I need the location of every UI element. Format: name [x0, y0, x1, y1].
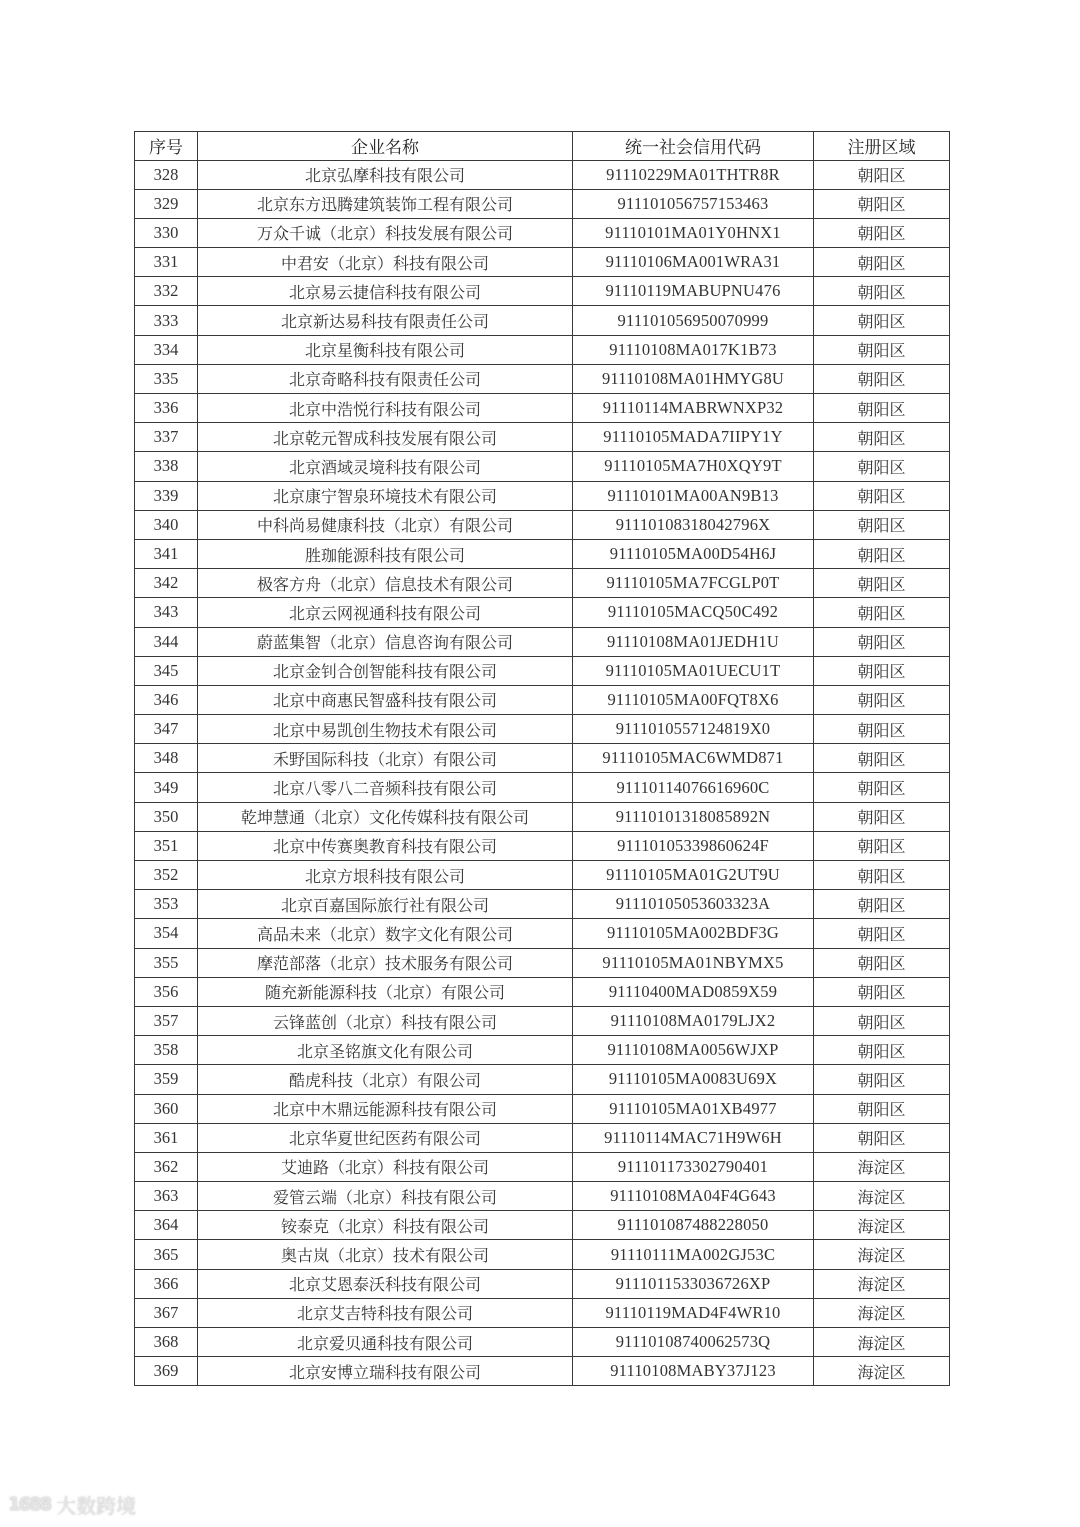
credit-code-cell: 911101173302790401 — [573, 1152, 814, 1181]
district-cell: 朝阳区 — [814, 802, 950, 831]
company-name-cell: 蔚蓝集智（北京）信息咨询有限公司 — [198, 627, 573, 656]
row-index: 342 — [135, 569, 198, 598]
district-cell: 海淀区 — [814, 1269, 950, 1298]
district-cell: 朝阳区 — [814, 1065, 950, 1094]
table-row — [135, 948, 950, 977]
table-row — [135, 306, 950, 335]
table-row — [135, 394, 950, 423]
table-row — [135, 831, 950, 860]
district-cell: 朝阳区 — [814, 160, 950, 189]
row-index: 328 — [135, 160, 198, 189]
credit-code-cell: 91110105053603323A — [573, 890, 814, 919]
row-index: 336 — [135, 394, 198, 423]
row-index: 350 — [135, 802, 198, 831]
district-cell: 朝阳区 — [814, 948, 950, 977]
table-row — [135, 627, 950, 656]
credit-code-cell: 91110105MA00D54H6J — [573, 539, 814, 568]
company-name-cell: 北京爱贝通科技有限公司 — [198, 1328, 573, 1357]
company-name-cell: 北京艾恩泰沃科技有限公司 — [198, 1269, 573, 1298]
company-name-cell: 奥古岚（北京）技术有限公司 — [198, 1240, 573, 1269]
district-cell: 朝阳区 — [814, 306, 950, 335]
district-cell: 朝阳区 — [814, 685, 950, 714]
company-name-cell: 乾坤慧通（北京）文化传媒科技有限公司 — [198, 802, 573, 831]
table-row — [135, 685, 950, 714]
district-cell: 朝阳区 — [814, 481, 950, 510]
table-row — [135, 598, 950, 627]
credit-code-cell: 91110101318085892N — [573, 802, 814, 831]
company-name-cell: 北京金钊合创智能科技有限公司 — [198, 656, 573, 685]
row-index: 351 — [135, 831, 198, 860]
table-row — [135, 218, 950, 247]
district-cell: 朝阳区 — [814, 919, 950, 948]
district-cell: 朝阳区 — [814, 218, 950, 247]
row-index: 363 — [135, 1182, 198, 1211]
company-name-cell: 北京康宁智泉环境技术有限公司 — [198, 481, 573, 510]
table-row — [135, 1065, 950, 1094]
company-name-cell: 艾迪路（北京）科技有限公司 — [198, 1152, 573, 1181]
row-index: 368 — [135, 1328, 198, 1357]
credit-code-cell: 91110105MA002BDF3G — [573, 919, 814, 948]
row-index: 334 — [135, 335, 198, 364]
credit-code-cell: 91110114MAC71H9W6H — [573, 1123, 814, 1152]
row-index: 329 — [135, 189, 198, 218]
company-name-cell: 北京中木鼎远能源科技有限公司 — [198, 1094, 573, 1123]
company-name-cell: 万众千诚（北京）科技发展有限公司 — [198, 218, 573, 247]
credit-code-cell: 91110229MA01THTR8R — [573, 160, 814, 189]
row-index: 343 — [135, 598, 198, 627]
district-cell: 海淀区 — [814, 1182, 950, 1211]
table-row — [135, 335, 950, 364]
company-name-cell: 北京方垠科技有限公司 — [198, 861, 573, 890]
district-cell: 朝阳区 — [814, 744, 950, 773]
table-row — [135, 481, 950, 510]
district-cell: 朝阳区 — [814, 890, 950, 919]
credit-code-cell: 91110108318042796X — [573, 510, 814, 539]
district-cell: 朝阳区 — [814, 627, 950, 656]
company-name-cell: 北京中传赛奥教育科技有限公司 — [198, 831, 573, 860]
row-index: 352 — [135, 861, 198, 890]
table-row — [135, 773, 950, 802]
district-cell: 朝阳区 — [814, 715, 950, 744]
row-index: 338 — [135, 452, 198, 481]
company-name-cell: 铵泰克（北京）科技有限公司 — [198, 1211, 573, 1240]
table-row — [135, 1006, 950, 1035]
table-row — [135, 1152, 950, 1181]
credit-code-cell: 91110108MA0179LJX2 — [573, 1006, 814, 1035]
credit-code-cell: 91110105MACQ50C492 — [573, 598, 814, 627]
row-index: 356 — [135, 977, 198, 1006]
district-cell: 朝阳区 — [814, 335, 950, 364]
table-row — [135, 1240, 950, 1269]
credit-code-cell: 91110105MA01G2UT9U — [573, 861, 814, 890]
company-name-cell: 北京百嘉国际旅行社有限公司 — [198, 890, 573, 919]
credit-code-cell: 91110101MA01Y0HNX1 — [573, 218, 814, 247]
credit-code-cell: 91110106MA001WRA31 — [573, 248, 814, 277]
row-index: 353 — [135, 890, 198, 919]
table-row — [135, 569, 950, 598]
company-name-cell: 北京弘摩科技有限公司 — [198, 160, 573, 189]
company-name-cell: 中科尚易健康科技（北京）有限公司 — [198, 510, 573, 539]
table-row — [135, 1211, 950, 1240]
company-name-cell: 北京新达易科技有限责任公司 — [198, 306, 573, 335]
table-row — [135, 1123, 950, 1152]
credit-code-cell: 91110105MA7H0XQY9T — [573, 452, 814, 481]
credit-code-cell: 9111011533036726XP — [573, 1269, 814, 1298]
district-cell: 朝阳区 — [814, 977, 950, 1006]
table-row — [135, 744, 950, 773]
row-index: 330 — [135, 218, 198, 247]
company-name-cell: 极客方舟（北京）信息技术有限公司 — [198, 569, 573, 598]
company-name-cell: 随充新能源科技（北京）有限公司 — [198, 977, 573, 1006]
table-row — [135, 248, 950, 277]
district-cell: 朝阳区 — [814, 861, 950, 890]
table-row — [135, 890, 950, 919]
credit-code-cell: 91110105MAC6WMD871 — [573, 744, 814, 773]
company-name-cell: 北京星衡科技有限公司 — [198, 335, 573, 364]
credit-code-cell: 91110111MA002GJ53C — [573, 1240, 814, 1269]
company-name-cell: 北京艾吉特科技有限公司 — [198, 1298, 573, 1327]
row-index: 355 — [135, 948, 198, 977]
table-body — [135, 160, 950, 1386]
district-cell: 朝阳区 — [814, 1036, 950, 1065]
company-name-cell: 摩范部落（北京）技术服务有限公司 — [198, 948, 573, 977]
company-name-cell: 北京中商惠民智盛科技有限公司 — [198, 685, 573, 714]
company-name-cell: 北京圣铭旗文化有限公司 — [198, 1036, 573, 1065]
row-index: 340 — [135, 510, 198, 539]
row-index: 357 — [135, 1006, 198, 1035]
district-cell: 朝阳区 — [814, 394, 950, 423]
table-row — [135, 977, 950, 1006]
credit-code-cell: 91110114076616960C — [573, 773, 814, 802]
row-index: 358 — [135, 1036, 198, 1065]
credit-code-cell: 91110108740062573Q — [573, 1328, 814, 1357]
table-row — [135, 539, 950, 568]
credit-code-cell: 91110119MABUPNU476 — [573, 277, 814, 306]
company-name-cell: 北京云网视通科技有限公司 — [198, 598, 573, 627]
table-row — [135, 1269, 950, 1298]
credit-code-cell: 91110108MA04F4G643 — [573, 1182, 814, 1211]
row-index: 337 — [135, 423, 198, 452]
row-index: 369 — [135, 1357, 198, 1386]
credit-code-cell: 91110105MA01NBYMX5 — [573, 948, 814, 977]
district-cell: 朝阳区 — [814, 189, 950, 218]
table-row — [135, 1094, 950, 1123]
row-index: 364 — [135, 1211, 198, 1240]
credit-code-cell: 9111010557124819X0 — [573, 715, 814, 744]
row-index: 362 — [135, 1152, 198, 1181]
table-row — [135, 1298, 950, 1327]
company-name-cell: 北京中易凯创生物技术有限公司 — [198, 715, 573, 744]
table-row — [135, 189, 950, 218]
table-row — [135, 861, 950, 890]
credit-code-cell: 91110108MA017K1B73 — [573, 335, 814, 364]
table-row — [135, 802, 950, 831]
company-name-cell: 北京乾元智成科技发展有限公司 — [198, 423, 573, 452]
row-index: 346 — [135, 685, 198, 714]
company-name-cell: 爱管云端（北京）科技有限公司 — [198, 1182, 573, 1211]
district-cell: 朝阳区 — [814, 248, 950, 277]
row-index: 366 — [135, 1269, 198, 1298]
table-row — [135, 160, 950, 189]
header-company-name: 企业名称 — [198, 132, 573, 161]
company-name-cell: 云锋蓝创（北京）科技有限公司 — [198, 1006, 573, 1035]
company-name-cell: 北京华夏世纪医药有限公司 — [198, 1123, 573, 1152]
table-row — [135, 452, 950, 481]
table-row — [135, 1357, 950, 1386]
company-name-cell: 中君安（北京）科技有限公司 — [198, 248, 573, 277]
table-row — [135, 715, 950, 744]
district-cell: 朝阳区 — [814, 773, 950, 802]
row-index: 331 — [135, 248, 198, 277]
credit-code-cell: 91110105MADA7IIPY1Y — [573, 423, 814, 452]
header-index: 序号 — [135, 132, 198, 161]
company-name-cell: 北京东方迅腾建筑装饰工程有限公司 — [198, 189, 573, 218]
row-index: 333 — [135, 306, 198, 335]
table-row — [135, 919, 950, 948]
credit-code-cell: 911101056950070999 — [573, 306, 814, 335]
company-name-cell: 北京安博立瑞科技有限公司 — [198, 1357, 573, 1386]
company-name-cell: 北京易云捷信科技有限公司 — [198, 277, 573, 306]
header-district: 注册区域 — [814, 132, 950, 161]
credit-code-cell: 91110114MABRWNXP32 — [573, 394, 814, 423]
district-cell: 朝阳区 — [814, 277, 950, 306]
district-cell: 海淀区 — [814, 1328, 950, 1357]
credit-code-cell: 91110105MA7FCGLP0T — [573, 569, 814, 598]
row-index: 354 — [135, 919, 198, 948]
company-name-cell: 北京中浩悦行科技有限公司 — [198, 394, 573, 423]
company-name-cell: 北京酒域灵境科技有限公司 — [198, 452, 573, 481]
district-cell: 朝阳区 — [814, 569, 950, 598]
row-index: 367 — [135, 1298, 198, 1327]
row-index: 332 — [135, 277, 198, 306]
watermark — [8, 1490, 136, 1519]
district-cell: 朝阳区 — [814, 1123, 950, 1152]
credit-code-cell: 91110105339860624F — [573, 831, 814, 860]
district-cell: 朝阳区 — [814, 1094, 950, 1123]
row-index: 347 — [135, 715, 198, 744]
district-cell: 朝阳区 — [814, 656, 950, 685]
credit-code-cell: 91110400MAD0859X59 — [573, 977, 814, 1006]
company-name-cell: 酷虎科技（北京）有限公司 — [198, 1065, 573, 1094]
row-index: 359 — [135, 1065, 198, 1094]
row-index: 360 — [135, 1094, 198, 1123]
table-header-row — [135, 132, 950, 161]
company-name-cell: 高品未来（北京）数字文化有限公司 — [198, 919, 573, 948]
row-index: 361 — [135, 1123, 198, 1152]
credit-code-cell: 91110105MA0083U69X — [573, 1065, 814, 1094]
company-name-cell: 北京奇略科技有限责任公司 — [198, 364, 573, 393]
district-cell: 朝阳区 — [814, 510, 950, 539]
row-index: 341 — [135, 539, 198, 568]
credit-code-cell: 91110108MABY37J123 — [573, 1357, 814, 1386]
watermark-logo-icon: 1688 — [8, 1494, 51, 1515]
table-row — [135, 1328, 950, 1357]
district-cell: 海淀区 — [814, 1211, 950, 1240]
district-cell: 海淀区 — [814, 1152, 950, 1181]
table-row — [135, 423, 950, 452]
credit-code-cell: 91110105MA01XB4977 — [573, 1094, 814, 1123]
header-credit-code: 统一社会信用代码 — [573, 132, 814, 161]
district-cell: 朝阳区 — [814, 1006, 950, 1035]
district-cell: 海淀区 — [814, 1298, 950, 1327]
watermark-text: 大数跨境 — [56, 1494, 137, 1518]
credit-code-cell: 91110101MA00AN9B13 — [573, 481, 814, 510]
district-cell: 朝阳区 — [814, 598, 950, 627]
row-index: 335 — [135, 364, 198, 393]
table-row — [135, 656, 950, 685]
row-index: 349 — [135, 773, 198, 802]
district-cell: 朝阳区 — [814, 539, 950, 568]
company-list-table-container — [134, 131, 949, 1386]
company-name-cell: 胜珈能源科技有限公司 — [198, 539, 573, 568]
row-index: 339 — [135, 481, 198, 510]
table-row — [135, 364, 950, 393]
table-row — [135, 1036, 950, 1065]
district-cell: 海淀区 — [814, 1240, 950, 1269]
company-list-table — [134, 131, 950, 1386]
credit-code-cell: 91110108MA0056WJXP — [573, 1036, 814, 1065]
table-row — [135, 510, 950, 539]
district-cell: 朝阳区 — [814, 831, 950, 860]
company-name-cell: 北京八零八二音频科技有限公司 — [198, 773, 573, 802]
credit-code-cell: 911101087488228050 — [573, 1211, 814, 1240]
table-row — [135, 1182, 950, 1211]
row-index: 344 — [135, 627, 198, 656]
credit-code-cell: 91110108MA01JEDH1U — [573, 627, 814, 656]
company-name-cell: 禾野国际科技（北京）有限公司 — [198, 744, 573, 773]
credit-code-cell: 91110119MAD4F4WR10 — [573, 1298, 814, 1327]
credit-code-cell: 91110105MA00FQT8X6 — [573, 685, 814, 714]
credit-code-cell: 91110105MA01UECU1T — [573, 656, 814, 685]
district-cell: 海淀区 — [814, 1357, 950, 1386]
table-row — [135, 277, 950, 306]
row-index: 345 — [135, 656, 198, 685]
district-cell: 朝阳区 — [814, 364, 950, 393]
credit-code-cell: 911101056757153463 — [573, 189, 814, 218]
row-index: 348 — [135, 744, 198, 773]
credit-code-cell: 91110108MA01HMYG8U — [573, 364, 814, 393]
district-cell: 朝阳区 — [814, 423, 950, 452]
district-cell: 朝阳区 — [814, 452, 950, 481]
row-index: 365 — [135, 1240, 198, 1269]
